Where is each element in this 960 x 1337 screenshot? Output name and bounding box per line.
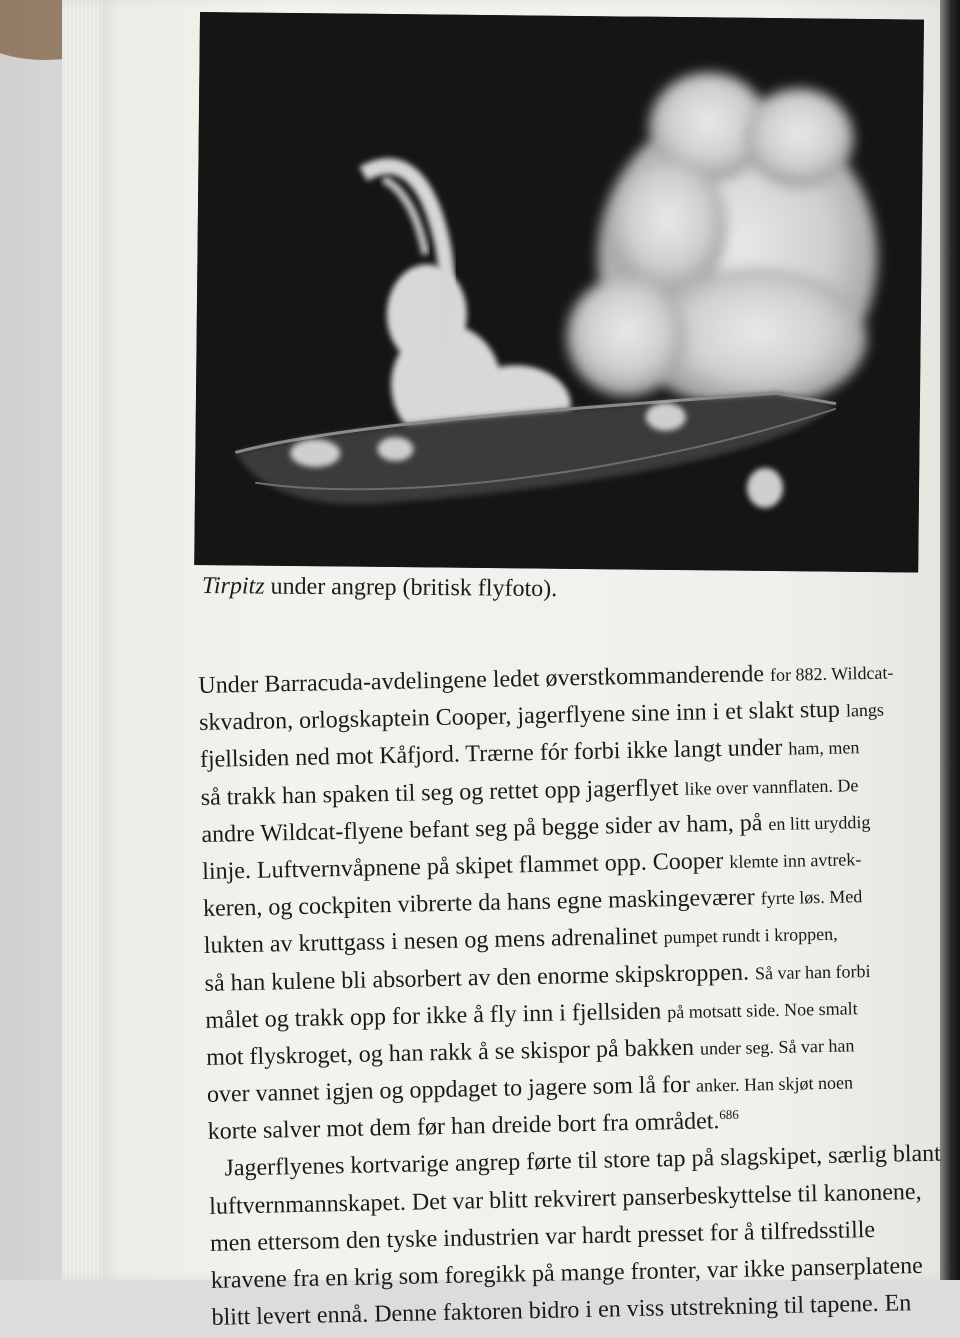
- footnote-marker: 686: [719, 1107, 739, 1123]
- text-line: så trakk han spaken til seg og rettet opp jagerflyet like over vannflaten. De: [200, 774, 859, 811]
- paragraph-2: [208, 1136, 942, 1337]
- text-line: så han kulene bli absorbert av den enorme skipskroppen. Så var han forbi: [204, 958, 871, 997]
- text-line: men ettersom den tyske industrien var hardt presset for å tilfredsstille: [209, 1216, 876, 1257]
- text-line: Jagerflyenes kortvarige angrep førte til store tap på slagskipet, særlig blant: [224, 1140, 942, 1182]
- text-line: målet og trakk opp for ikke å fly inn i fjellsiden på motsatt side. Noe smalt: [205, 997, 858, 1034]
- photo-caption: [202, 573, 558, 603]
- text-line: andre Wildcat-flyene befant seg på begge sider av ham, på en litt uryddig: [201, 809, 871, 848]
- text-line: fjellsiden ned mot Kåfjord. Trærne fór forbi ikke langt under ham, men: [199, 735, 860, 774]
- text-line: luftvernmannskapet. Det var blitt rekvirert panserbeskyttelse til kanonene,: [209, 1178, 922, 1220]
- text-line: Under Barracuda-avdelingene ledet øverstkommanderende for 882. Wildcat-: [198, 661, 894, 699]
- text-line: blitt levert ennå. Denne faktoren bidro i en viss utstrekning til tapene. En: [211, 1290, 912, 1332]
- caption-text: under angrep (britisk flyfoto).: [264, 573, 558, 603]
- body-text: [198, 653, 942, 1337]
- text-line: mot flyskroget, og han rakk å se skispor på bakken under seg. Så var han: [205, 1034, 855, 1071]
- text-line: korte salver mot dem før han dreide bort fra området.$^{686}$: [207, 1107, 739, 1146]
- ship-attack-image: [194, 12, 924, 573]
- text-line: skvadron, orlogskaptein Cooper, jagerflyene sine inn i et slakt stup langs: [198, 696, 885, 737]
- text-line: linje. Luftvernvåpnene på skipet flammet opp. Cooper klemte inn avtrek-: [201, 847, 862, 885]
- battleship-photo: [194, 12, 924, 573]
- text-line: keren, og cockpiten vibrerte da hans egne maskingeværer fyrte løs. Med: [202, 884, 863, 923]
- text-line: kravene fra en krig som foregikk på mange fronter, var ikke panserplatene: [210, 1252, 924, 1294]
- text-line: lukten av kruttgass i nesen og mens adrenalinet pumpet rundt i kroppen,: [203, 923, 838, 960]
- text-line: over vannet igjen og oppdaget to jagere som lå for anker. Han skjøt noen: [206, 1071, 854, 1108]
- paragraph-1: [198, 653, 928, 1151]
- caption-ship-name: Tirpitz: [201, 573, 265, 600]
